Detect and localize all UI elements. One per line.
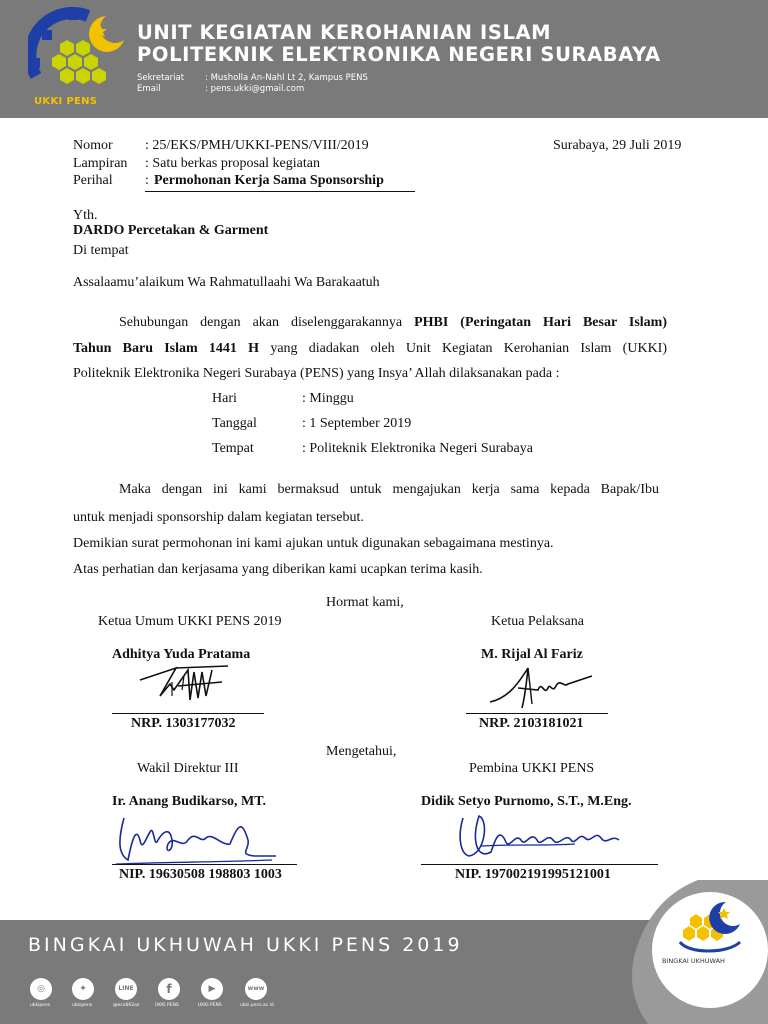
twitter-icon[interactable]: ✦ (72, 978, 94, 1000)
signatory1-role: Ketua Umum UKKI PENS 2019 (98, 614, 282, 629)
p1-line2-text: yang diadakan oleh Unit Kegiatan Kerohanian Islam (UKKI) (270, 341, 668, 356)
signatory1-id: NRP. 1303177032 (131, 716, 236, 731)
paragraph2-line1: Maka dengan ini kami bermaksud untuk mengajukan kerja sama kepada Bapak/Ibu (119, 482, 659, 497)
perihal-value: Permohonan Kerja Sama Sponsorship (154, 173, 384, 188)
email-line (137, 84, 304, 94)
place-date: Surabaya, 29 Juli 2019 (553, 138, 682, 153)
signatory3-name: Ir. Anang Budikarso, MT. (112, 794, 267, 809)
paragraph1-line1 (119, 315, 667, 331)
detail-value-hari: : Minggu (302, 391, 354, 406)
detail-label-tempat: Tempat (212, 441, 254, 456)
web-icon[interactable]: www (245, 978, 267, 1000)
p1-line1-bold: PHBI (Peringatan Hari Besar Islam) (414, 315, 667, 330)
youtube-caption: UKKI PENS (198, 1003, 222, 1008)
paragraph4: Atas perhatian dan kerjasama yang diberikan kami ucapkan terima kasih. (73, 562, 483, 577)
signatory3-id: NIP. 19630508 198803 1003 (119, 867, 282, 882)
web-caption: ukki.pens.ac.id (240, 1003, 274, 1008)
paragraph2-line2: untuk menjadi sponsorship dalam kegiatan tersebut. (73, 510, 364, 525)
signatory3-role: Wakil Direktur III (137, 761, 239, 776)
email-label: Email (137, 84, 161, 94)
perihal-underline (145, 191, 415, 192)
facebook-icon[interactable]: f (158, 978, 180, 1000)
paragraph3: Demikian surat permohonan ini kami ajukan untuk digunakan sebagaimana mestinya. (73, 536, 554, 551)
badge-text: BINGKAI UKHUWAH (662, 957, 725, 965)
signatory2-role: Ketua Pelaksana (491, 614, 584, 629)
p1-line1-text: Sehubungan dengan akan diselenggarakannya (119, 315, 403, 330)
youtube-icon[interactable]: ▶ (201, 978, 223, 1000)
lampiran-value: : Satu berkas proposal kegiatan (145, 156, 320, 171)
perihal-colon: : (145, 173, 149, 188)
yth: Yth. (73, 208, 98, 223)
p1-line2-bold: Tahun Baru Islam 1441 H (73, 341, 260, 356)
signatory4-id: NIP. 197002191995121001 (455, 867, 611, 882)
paragraph1-line2 (73, 341, 667, 357)
signatory2-id: NRP. 2103181021 (479, 716, 584, 731)
nomor-value: : 25/EKS/PMH/UKKI-PENS/VIII/2019 (145, 138, 369, 153)
logo-label: UKKI PENS (34, 96, 98, 107)
letterhead (0, 0, 768, 118)
nomor-label: Nomor (73, 138, 113, 153)
closing: Hormat kami, (326, 595, 404, 610)
detail-label-hari: Hari (212, 391, 237, 406)
signatory1-name: Adhitya Yuda Pratama (112, 647, 251, 662)
signatory4-name: Didik Setyo Purnomo, S.T., M.Eng. (421, 794, 632, 809)
paragraph1-line3: Politeknik Elektronika Negeri Surabaya (PENS) yang Insya’ Allah dilaksanakan pada : (73, 366, 560, 381)
signatory2-name: M. Rijal Al Fariz (481, 647, 583, 662)
detail-label-tanggal: Tanggal (212, 416, 257, 431)
secretariat-value: : Musholla An-Nahl Lt 2, Kampus PENS (205, 73, 368, 83)
signature1-line (112, 713, 264, 714)
lampiran-label: Lampiran (73, 156, 128, 171)
instagram-icon[interactable]: ◎ (30, 978, 52, 1000)
detail-value-tanggal: : 1 September 2019 (302, 416, 412, 431)
twitter-caption: ukkipens (72, 1003, 93, 1008)
perihal-label: Perihal (73, 173, 113, 188)
signature-4 (455, 810, 635, 865)
signature3-line (112, 864, 297, 865)
detail-value-tempat: : Politeknik Elektronika Negeri Surabaya (302, 441, 533, 456)
recipient: DARDO Percetakan & Garment (73, 223, 269, 238)
signature-3 (112, 810, 282, 870)
signature2-line (466, 713, 608, 714)
signatory4-role: Pembina UKKI PENS (469, 761, 595, 776)
header-title-line1: UNIT KEGIATAN KEROHANIAN ISLAM (137, 21, 552, 44)
secretariat-label: Sekretariat (137, 73, 185, 83)
bingkai-ukhuwah-badge (628, 880, 768, 1024)
signature4-line (421, 864, 658, 865)
line-icon[interactable]: LINE (115, 978, 137, 1000)
header-title-line2: POLITEKNIK ELEKTRONIKA NEGERI SURABAYA (137, 43, 661, 66)
greeting: Assalaamu’alaikum Wa Rahmatullaahi Wa Barakaatuh (73, 275, 380, 290)
signature-2 (488, 658, 598, 713)
footer-title: BINGKAI UKHUWAH UKKI PENS 2019 (28, 934, 463, 956)
acknowledged: Mengetahui, (326, 744, 397, 759)
di-tempat: Di tempat (73, 243, 129, 258)
secretariat-line (137, 73, 368, 83)
line-caption: @eco662oz (113, 1003, 140, 1008)
instagram-caption: ukkipens (30, 1003, 51, 1008)
facebook-caption: UKKI PENS (155, 1003, 179, 1008)
signature-1 (132, 650, 232, 710)
email-value: : pens.ukki@gmail.com (205, 84, 305, 94)
